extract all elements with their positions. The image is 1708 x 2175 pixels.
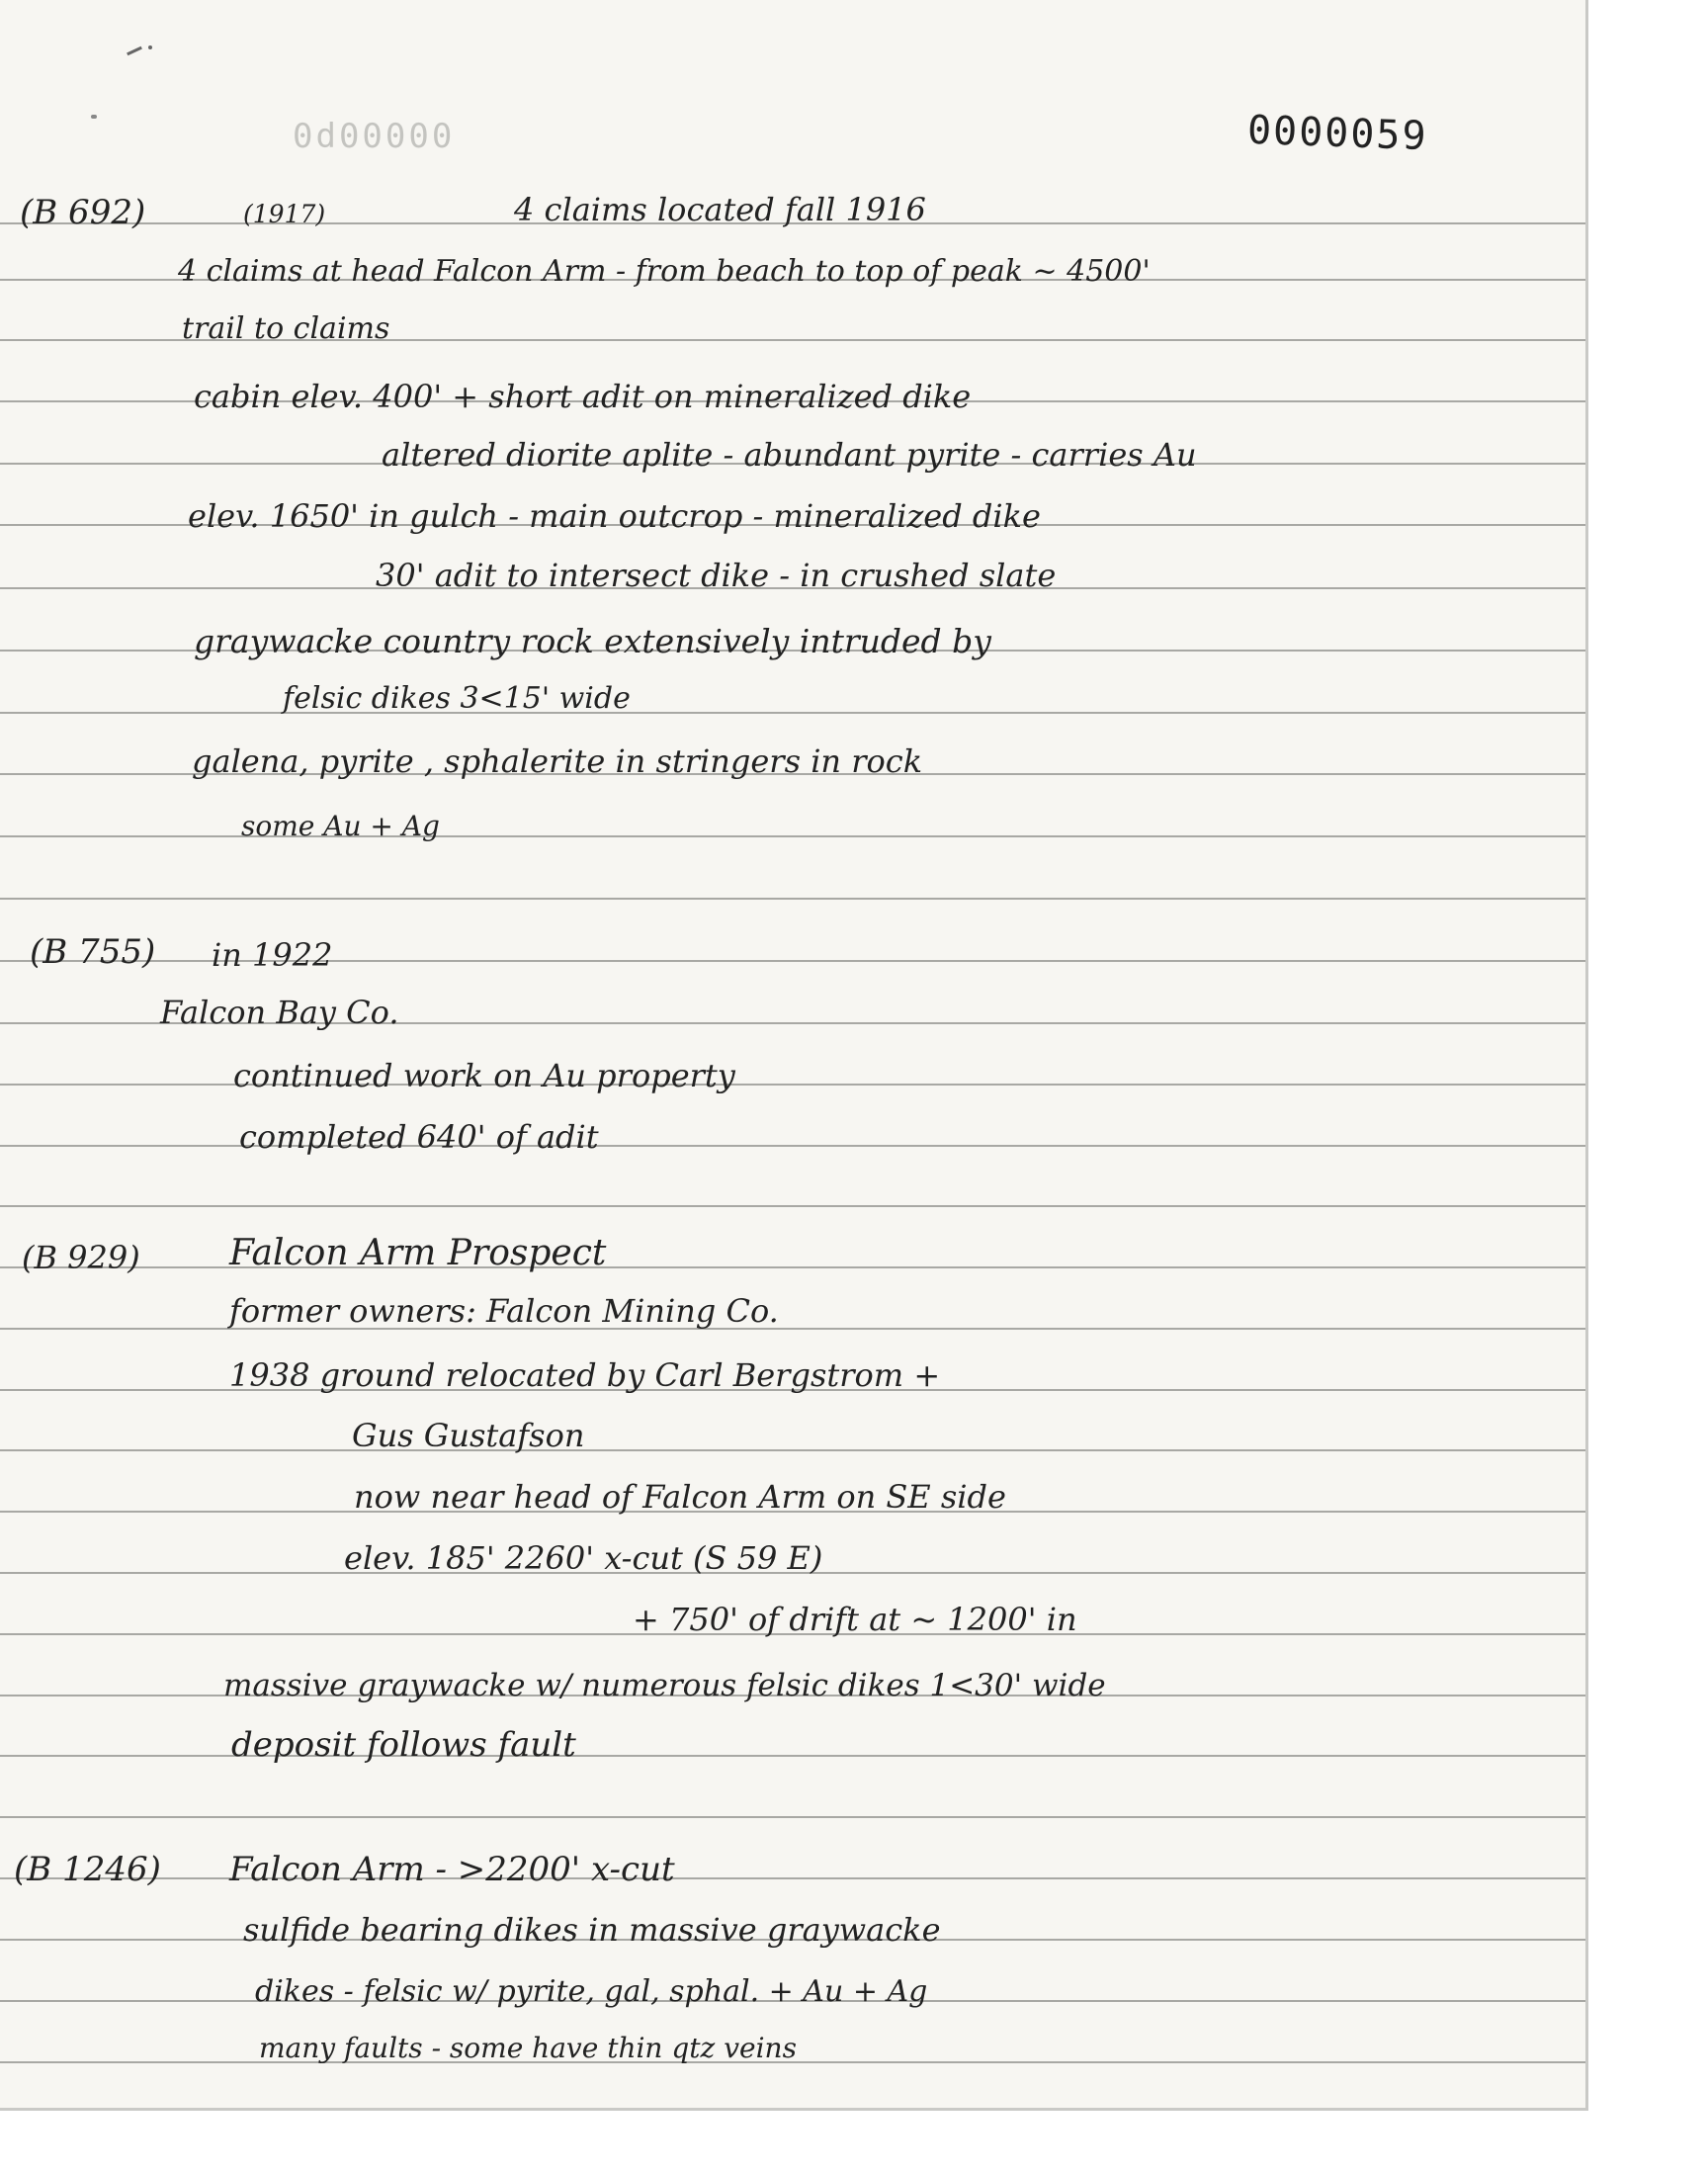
- entry-title: Falcon Arm - >2200' x-cut: [229, 1850, 675, 1889]
- note-line: 4 claims at head Falcon Arm - from beach to top of peak ~ 4500': [178, 254, 1151, 289]
- entry-year: in 1922: [212, 936, 333, 974]
- note-line: felsic dikes 3<15' wide: [283, 681, 631, 716]
- note-line: cabin elev. 400' + short adit on mineralized dike: [194, 378, 972, 415]
- note-line: Falcon Bay Co.: [160, 994, 399, 1031]
- entry-title: Falcon Arm Prospect: [229, 1233, 607, 1273]
- ruled-line: [0, 1205, 1585, 1207]
- note-line: 1938 ground relocated by Carl Bergstrom +: [229, 1356, 941, 1394]
- note-line: elev. 1650' in gulch - main outcrop - mineralized dike: [188, 497, 1041, 535]
- note-line: many faults - some have thin qtz veins: [259, 2032, 797, 2064]
- note-line: now near head of Falcon Arm on SE side: [354, 1478, 1006, 1516]
- note-line: sulfide bearing dikes in massive graywacke: [243, 1911, 941, 1949]
- note-line: 30' adit to intersect dike - in crushed slate: [376, 557, 1057, 594]
- ruled-line: [0, 712, 1585, 714]
- scan-speck: [91, 115, 97, 119]
- faint-bleedthrough-number: 0d00000: [293, 117, 456, 156]
- scan-speck: [127, 46, 142, 55]
- entry-title: 4 claims located fall 1916: [514, 191, 926, 228]
- note-line: continued work on Au property: [233, 1057, 735, 1094]
- scan-speck: [148, 45, 152, 49]
- note-line: former owners: Falcon Mining Co.: [229, 1292, 779, 1330]
- note-line: + 750' of drift at ~ 1200' in: [633, 1601, 1077, 1638]
- note-line: some Au + Ag: [241, 810, 440, 842]
- note-line: Gus Gustafson: [352, 1417, 585, 1454]
- entry-ref: (B 692): [20, 193, 146, 232]
- ruled-line: [0, 898, 1585, 900]
- ruled-line: [0, 835, 1585, 837]
- entry-ref: (B 1246): [14, 1850, 161, 1889]
- entry-ref: (B 755): [30, 932, 156, 972]
- scan-margin: [0, 2111, 1708, 2175]
- note-line: elev. 185' 2260' x-cut (S 59 E): [344, 1539, 823, 1577]
- note-line: graywacke country rock extensively intruded by: [194, 622, 991, 660]
- ruled-line: [0, 1145, 1585, 1147]
- document-number: 0000059: [1246, 107, 1429, 160]
- ruled-line: [0, 1816, 1585, 1818]
- note-line: dikes - felsic w/ pyrite, gal, sphal. + Au + Ag: [255, 1974, 928, 2009]
- entry-year: (1917): [243, 200, 326, 228]
- entry-ref: (B 929): [22, 1239, 140, 1276]
- note-line: completed 640' of adit: [239, 1118, 599, 1156]
- ruled-line: [0, 1449, 1585, 1451]
- note-line: massive graywacke w/ numerous felsic dikes 1<30' wide: [223, 1668, 1106, 1703]
- note-line: altered diorite aplite - abundant pyrite - carries Au: [382, 436, 1197, 474]
- note-line: galena, pyrite , sphalerite in stringers in rock: [192, 742, 923, 780]
- note-line: deposit follows fault: [231, 1725, 576, 1765]
- note-line: trail to claims: [182, 311, 390, 346]
